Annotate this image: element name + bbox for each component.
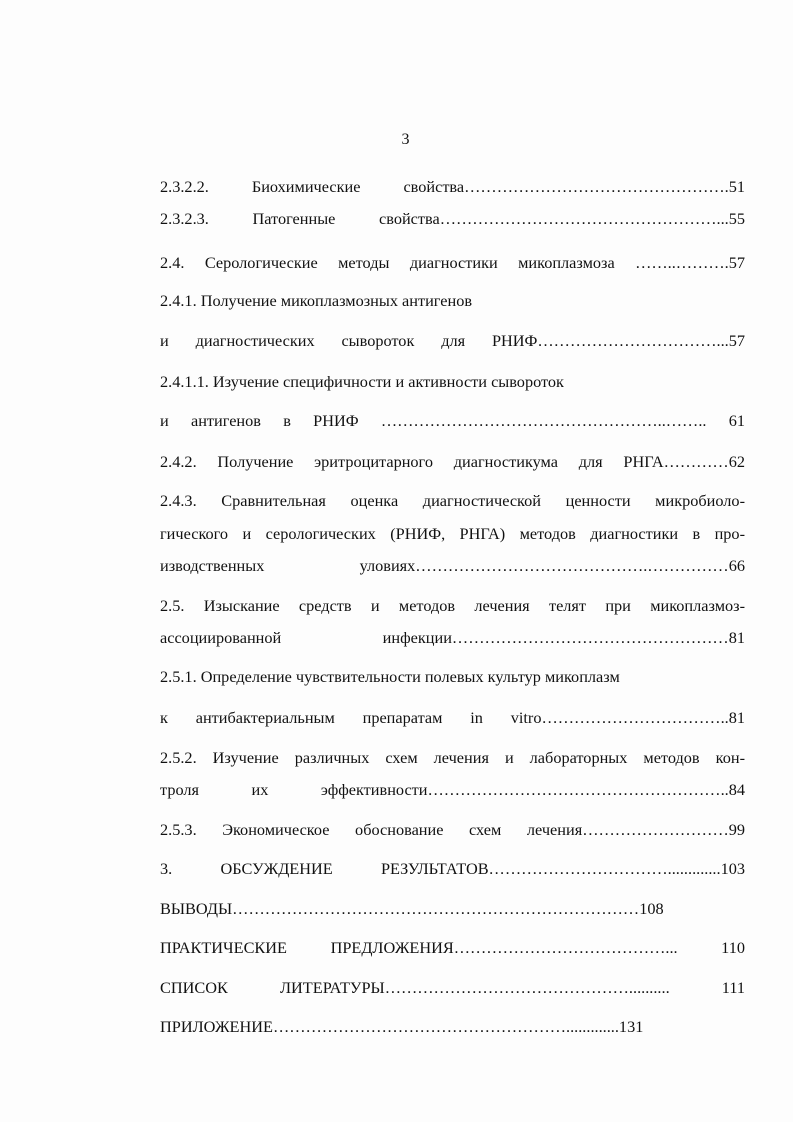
toc-line: 2.3.2.2. Биохимические свойства………………………………………….51 [160,177,745,196]
toc-line: 2.3.2.3. Патогенные свойства……………………………………………...55 [160,209,745,228]
toc-line: гического и серологических (РНИФ, РНГА) методов диагностики в про- [160,524,745,543]
toc-line: ассоциированной инфекции……………………………………………81 [160,628,745,647]
toc-line: 2.5.1. Определение чувствительности полевых культур микоплазм [160,667,620,686]
toc-line: изводственных уловиях…………………………………….……………66 [160,556,745,575]
toc-line: 2.5.3. Экономическое обоснование схем лечения………………………99 [160,820,745,839]
toc-line: 2.5.2. Изучение различных схем лечения и лабораторных методов кон- [160,748,745,767]
toc-line: 3. ОБСУЖДЕНИЕ РЕЗУЛЬТАТОВ…………………………….............103 [160,859,745,878]
toc-line: 2.4.3. Сравнительная оценка диагностической ценности микробиоло- [160,491,745,510]
toc-line: ВЫВОДЫ…………………………………………………………………108 [160,899,664,918]
toc-line: 2.5. Изыскание средств и методов лечения телят при микоплазмоз- [160,596,745,615]
toc-line: 2.4.1.1. Изучение специфичности и активности сывороток [160,372,564,391]
toc-line: и антигенов в РНИФ ……………………………………………..…….. 61 [160,411,745,430]
page-number: 3 [401,131,410,148]
toc-line: ПРИЛОЖЕНИЕ……………………………………………….............131 [160,1017,644,1036]
toc-line: ПРАКТИЧЕСКИЕ ПРЕДЛОЖЕНИЯ…………………………………... 110 [160,938,745,957]
toc-line: к антибактериальным препаратам in vitro……………………………..81 [160,708,745,727]
toc-line: и диагностических сывороток для РНИФ……………………………...57 [160,331,745,350]
toc-line: 2.4.1. Получение микоплазмозных антигенов [160,291,473,310]
toc-line: 2.4. Серологические методы диагностики микоплазмоза ……..……….57 [160,253,745,272]
toc-line: 2.4.2. Получение эритроцитарного диагностикума для РНГА…………62 [160,452,745,471]
toc-line: СПИСОК ЛИТЕРАТУРЫ……………………………………….......... 111 [160,978,745,997]
toc-line: троля их эффективности………………………………………………..84 [160,780,745,799]
